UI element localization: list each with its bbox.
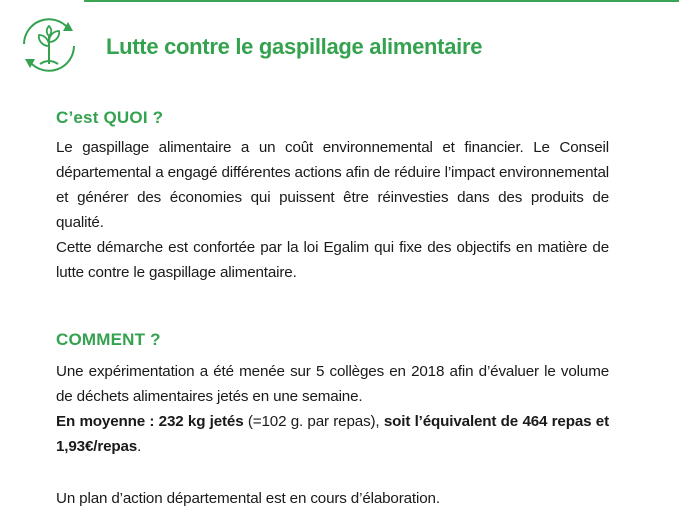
sprout-cycle-icon (10, 6, 88, 84)
average-detail: (=102 g. par repas), (243, 413, 384, 430)
meal-equivalent: soit l’équivalent de 464 repas et 1,93€/repas (56, 413, 609, 455)
action-plan-text: Un plan d’action départemental est en cours d’élaboration. (56, 490, 440, 507)
section-heading-how: COMMENT ? (56, 330, 161, 349)
what-paragraph-1: Le gaspillage alimentaire a un coût environnemental et financier. Le Conseil départemental a engagé différentes actions afin de réduire l’impact environnemental et générer des économies qui puissent être réinvesties dans des produits de qualité. (56, 139, 609, 231)
average-amount: En moyenne : 232 kg jetés (56, 413, 244, 430)
what-paragraph-2: Cette démarche est confortée par la loi Egalim qui fixe des objectifs en matière de lutte contre le gaspillage alimentaire. (56, 239, 609, 281)
how-paragraph-1: Une expérimentation a été menée sur 5 collèges en 2018 afin d’évaluer le volume de déchets alimentaires jetés en une semaine. (56, 363, 609, 405)
section-heading-what: C’est QUOI ? (56, 108, 164, 127)
how-average-paragraph (56, 409, 609, 459)
meal-equivalent-end: . (137, 438, 142, 455)
top-divider-line (84, 0, 679, 2)
page-title: Lutte contre le gaspillage alimentaire (106, 34, 483, 59)
